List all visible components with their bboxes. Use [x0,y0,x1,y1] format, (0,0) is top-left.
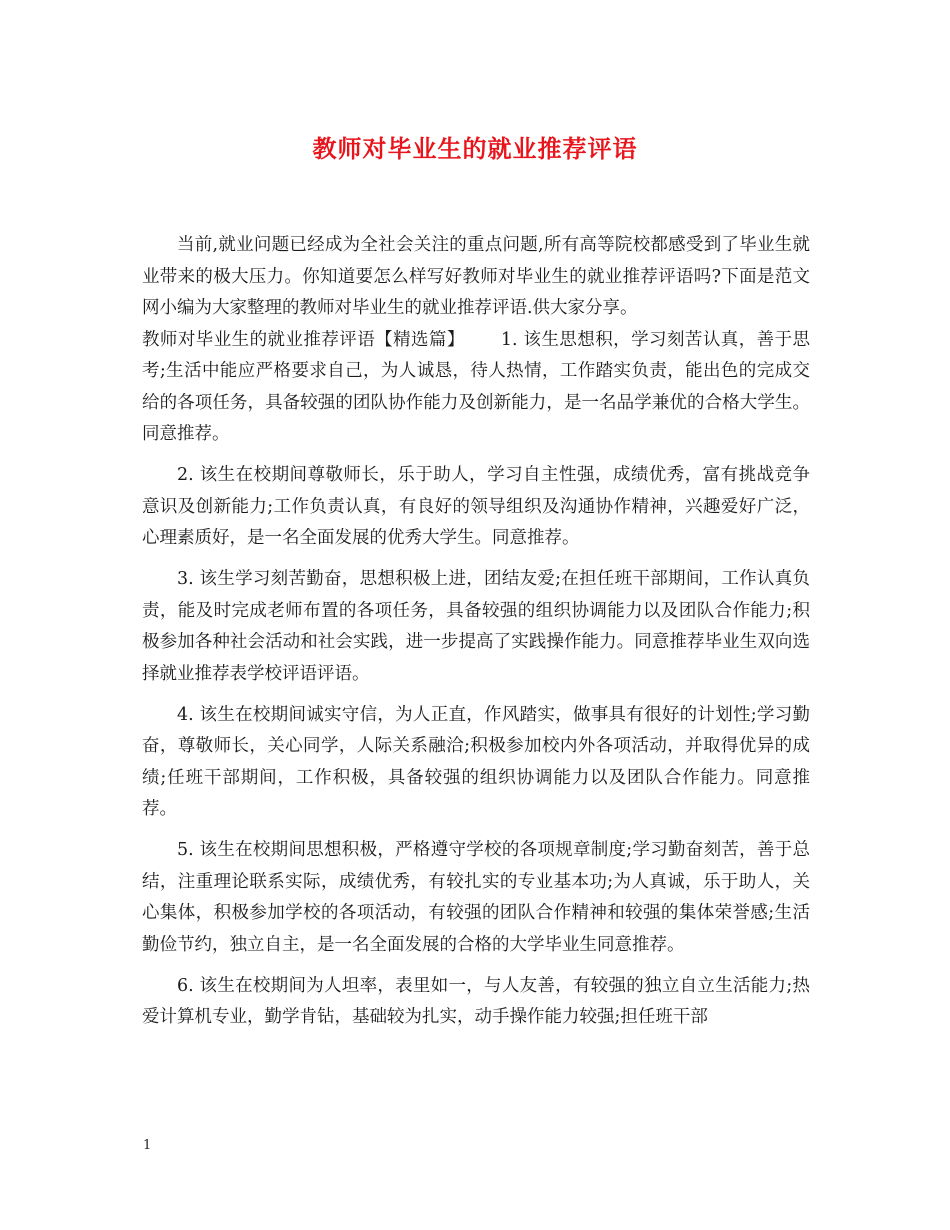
paragraph-item-6: 6. 该生在校期间为人坦率，表里如一，与人友善，有较强的独立自立生活能力;热爱计算机专业，勤学肯钻，基础较为扎实，动手操作能力较强;担任班干部 [142,975,810,1027]
section-heading: 教师对毕业生的就业推荐评语【精选篇】 [142,329,465,350]
intro-paragraph: 当前,就业问题已经成为全社会关注的重点问题,所有高等院校都感受到了毕业生就业带来的极大压力。你知道要怎么样写好教师对毕业生的就业推荐评语吗?下面是范文网小编为大家整理的教师对毕业生的就业推荐评语.供大家分享。 [142,235,810,318]
paragraph-item-1 [142,325,810,451]
paragraph-item-2: 2. 该生在校期间尊敬师长，乐于助人，学习自主性强，成绩优秀，富有挑战竞争意识及创新能力;工作负责认真，有良好的领导组织及沟通协作精神，兴趣爱好广泛，心理素质好，是一名全面发展的优秀大学生。同意推荐。 [142,465,810,548]
document-body [142,230,810,1043]
paragraph-item-3: 3. 该生学习刻苦勤奋，思想积极上进，团结友爱;在担任班干部期间，工作认真负责，能及时完成老师布置的各项任务，具备较强的组织协调能力以及团队合作能力;积极参加各种社会活动和社会实践，进一步提高了实践操作能力。同意推荐毕业生双向选择就业推荐表学校评语评语。 [142,569,810,684]
paragraph-item-4: 4. 该生在校期间诚实守信，为人正直，作风踏实，做事具有很好的计划性;学习勤奋，尊敬师长，关心同学，人际关系融洽;积极参加校内外各项活动，并取得优异的成绩;任班干部期间，工作积极，具备较强的组织协调能力以及团队合作能力。同意推荐。 [142,704,810,819]
item-text-1: 1. 该生思想积，学习刻苦认真，善于思考;生活中能应严格要求自己，为人诚恳，待人热情，工作踏实负责，能出色的完成交给的各项任务，具备较强的团队协作能力及创新能力，是一名品学兼优的合格大学生。同意推荐。 [142,329,811,444]
paragraph-item-5: 5. 该生在校期间思想积极，严格遵守学校的各项规章制度;学习勤奋刻苦，善于总结，注重理论联系实际，成绩优秀，有较扎实的专业基本功;为人真诚，乐于助人，关心集体，积极参加学校的各项活动，有较强的团队合作精神和较强的集体荣誉感;生活勤俭节约，独立自主，是一名全面发展的合格的大学毕业生同意推荐。 [142,840,810,955]
page-number: 1 [143,1138,152,1153]
document-title: 教师对毕业生的就业推荐评语 [312,134,638,163]
